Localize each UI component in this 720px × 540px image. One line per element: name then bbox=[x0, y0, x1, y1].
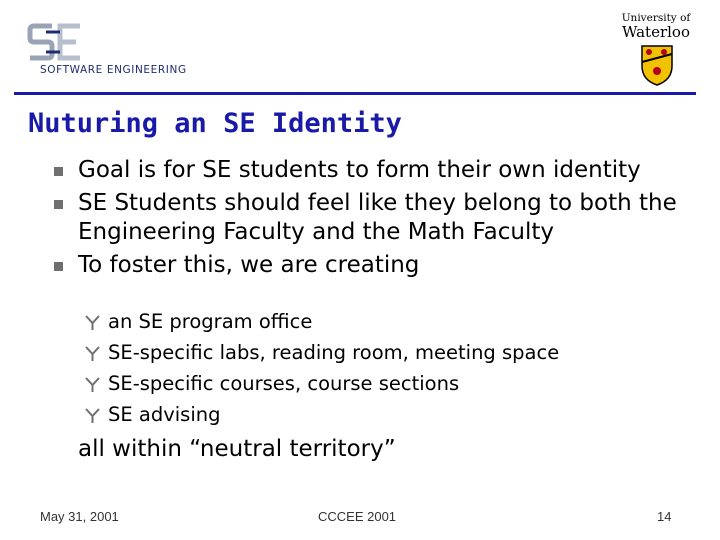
sub-bullet-text: SE-specific courses, course sections bbox=[108, 372, 460, 395]
university-line1: University of bbox=[621, 12, 691, 24]
closing-line: all within “neutral territory” bbox=[78, 436, 396, 462]
sub-bullet-text: SE-specific labs, reading room, meeting space bbox=[108, 341, 560, 364]
footer-event: CCCEE 2001 bbox=[318, 509, 397, 524]
footer-date: May 31, 2001 bbox=[40, 509, 119, 524]
y-arrow-bullet-icon bbox=[84, 314, 101, 331]
bullet-item bbox=[52, 189, 692, 247]
crest-icon bbox=[640, 44, 674, 86]
sub-bullet-item bbox=[84, 399, 684, 430]
logo-text: SOFTWARE ENGINEERING bbox=[40, 64, 187, 76]
sub-bullet-text: SE advising bbox=[108, 403, 221, 426]
sub-bullet-text: an SE program office bbox=[108, 310, 313, 333]
y-arrow-bullet-icon bbox=[84, 345, 101, 362]
y-arrow-bullet-icon bbox=[84, 407, 101, 424]
bullet-item bbox=[52, 156, 692, 185]
university-logo bbox=[608, 12, 704, 88]
sub-bullet-list bbox=[84, 306, 684, 430]
sub-bullet-item bbox=[84, 337, 684, 368]
slide-title: Nuturing an SE Identity bbox=[28, 108, 402, 139]
bullet-text: Goal is for SE students to form their own identity bbox=[78, 157, 641, 183]
se-logo-mark bbox=[26, 22, 84, 62]
page-number: 14 bbox=[657, 509, 672, 524]
bullet-text: To foster this, we are creating bbox=[78, 252, 420, 278]
university-line2: Waterloo bbox=[622, 23, 690, 41]
header-rule bbox=[14, 92, 696, 95]
y-arrow-bullet-icon bbox=[84, 376, 101, 393]
square-bullet-icon bbox=[54, 262, 63, 271]
square-bullet-icon bbox=[54, 200, 63, 209]
bullet-text: SE Students should feel like they belong to both the Engineering Faculty and the Math Faculty bbox=[78, 190, 677, 245]
bullet-list bbox=[52, 156, 692, 284]
sub-bullet-item bbox=[84, 306, 684, 337]
sub-bullet-item bbox=[84, 368, 684, 399]
bullet-item bbox=[52, 251, 692, 280]
se-logo bbox=[18, 18, 204, 84]
square-bullet-icon bbox=[54, 167, 63, 176]
